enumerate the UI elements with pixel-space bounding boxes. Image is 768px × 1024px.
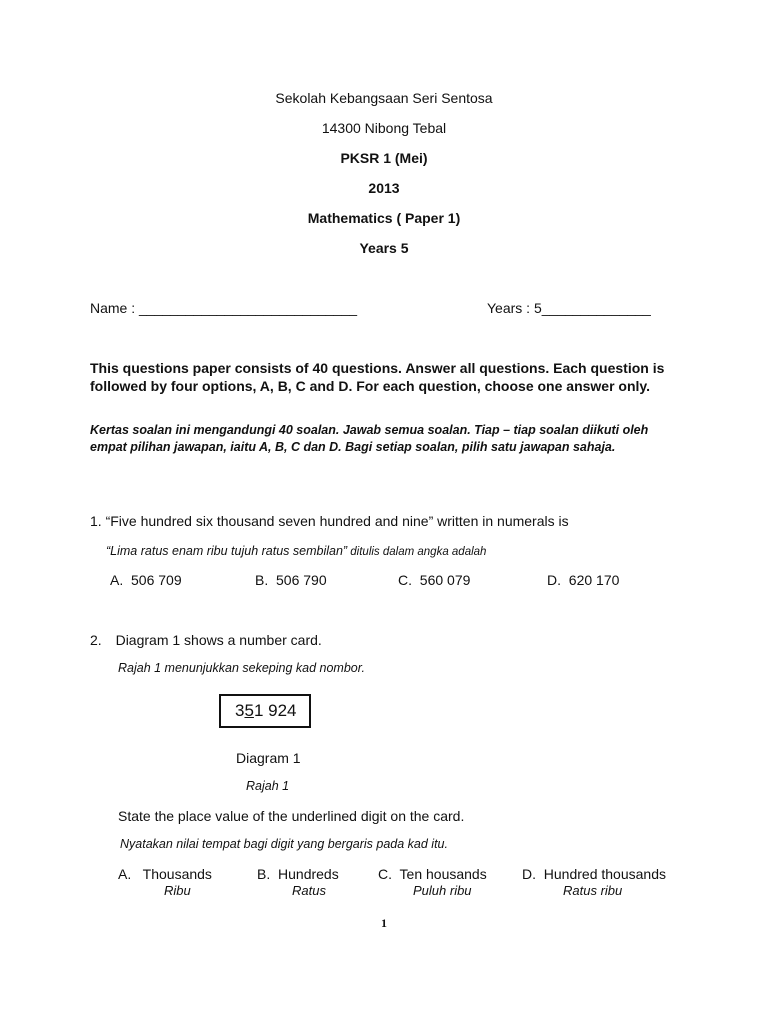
q2-option-c[interactable] [378, 866, 487, 882]
level-title: Years 5 [359, 240, 409, 256]
page-number: 1 [381, 916, 387, 930]
q1-question-malay-quote: “Lima ratus enam ribu tujuh ratus sembilan” [106, 544, 348, 558]
q2-option-a[interactable] [118, 866, 212, 882]
diagram-label-malay: Rajah 1 [246, 779, 290, 793]
q1-number: 1. [90, 513, 102, 529]
instructions-english: This questions paper consists of 40 questions. Answer all questions. Each question is followed by four options, A, B, C and D. For each question, choose one answer only. [90, 360, 665, 394]
q2-option-c-letter: C. [378, 866, 392, 882]
q1-option-d[interactable] [547, 572, 619, 588]
number-card [219, 694, 311, 728]
q1-option-c-value: 560 079 [419, 572, 471, 588]
q1-option-b[interactable] [255, 572, 327, 588]
q1-option-b-value: 506 790 [276, 572, 327, 588]
q1-option-d-letter: D. [547, 572, 561, 588]
q2-option-b-value: Hundreds [278, 866, 339, 882]
q2-subquestion-malay: Nyatakan nilai tempat bagi digit yang bergaris pada kad itu. [120, 837, 448, 851]
q2-option-a-malay: Ribu [164, 883, 191, 898]
exam-year: 2013 [368, 180, 400, 196]
q2-option-d-letter: D. [522, 866, 536, 882]
exam-title: PKSR 1 (Mei) [340, 150, 428, 166]
q1-question-malay-rest: ditulis dalam angka adalah [347, 546, 487, 558]
q2-question-malay: Rajah 1 menunjukkan sekeping kad nombor. [118, 661, 365, 675]
q2-option-b-malay: Ratus [292, 883, 326, 898]
q2-text [90, 632, 322, 648]
card-digit-underlined: 5 [244, 701, 254, 720]
q1-option-c[interactable] [398, 572, 470, 588]
q1-option-a[interactable] [110, 572, 182, 588]
q2-option-c-malay: Puluh ribu [413, 883, 472, 898]
school-address: 14300 Nibong Tebal [321, 120, 447, 136]
diagram-label: Diagram 1 [236, 750, 301, 766]
q2-subquestion: State the place value of the underlined digit on the card. [118, 808, 465, 824]
q2-option-d-value: Hundred thousands [543, 866, 666, 882]
subject-title: Mathematics ( Paper 1) [307, 210, 461, 226]
q1-question-malay [106, 544, 486, 558]
q2-option-b-letter: B. [257, 866, 271, 882]
q2-number: 2. [90, 632, 102, 648]
q2-option-d-malay: Ratus ribu [563, 883, 623, 898]
q1-text [90, 513, 569, 529]
years-field: Years : 5______________ [487, 300, 651, 316]
q1-option-a-letter: A. [110, 572, 124, 588]
q2-option-d[interactable] [522, 866, 666, 882]
card-digit-after: 1 924 [253, 701, 297, 720]
q1-option-b-letter: B. [255, 572, 269, 588]
q2-option-b[interactable] [257, 866, 339, 882]
instructions-malay: Kertas soalan ini mengandungi 40 soalan. Jawab semua soalan. Tiap – tiap soalan diikuti oleh empat pilihan jawapan, iaitu A, B, C dan D. Bagi setiap soalan, pilih satu jawapan sahaja. [90, 423, 649, 454]
q1-option-a-value: 506 709 [131, 572, 182, 588]
school-name: Sekolah Kebangsaan Seri Sentosa [275, 90, 493, 106]
q2-question: Diagram 1 shows a number card. [115, 632, 322, 648]
card-digit-before: 3 [235, 701, 245, 720]
q2-option-c-value: Ten housands [399, 866, 487, 882]
q1-question: “Five hundred six thousand seven hundred and nine” written in numerals is [105, 513, 569, 529]
q2-option-a-letter: A. [118, 866, 132, 882]
q2-option-a-value: Thousands [142, 866, 212, 882]
name-field: Name : ____________________________ [90, 300, 358, 316]
q1-option-c-letter: C. [398, 572, 412, 588]
q1-option-d-value: 620 170 [568, 572, 620, 588]
